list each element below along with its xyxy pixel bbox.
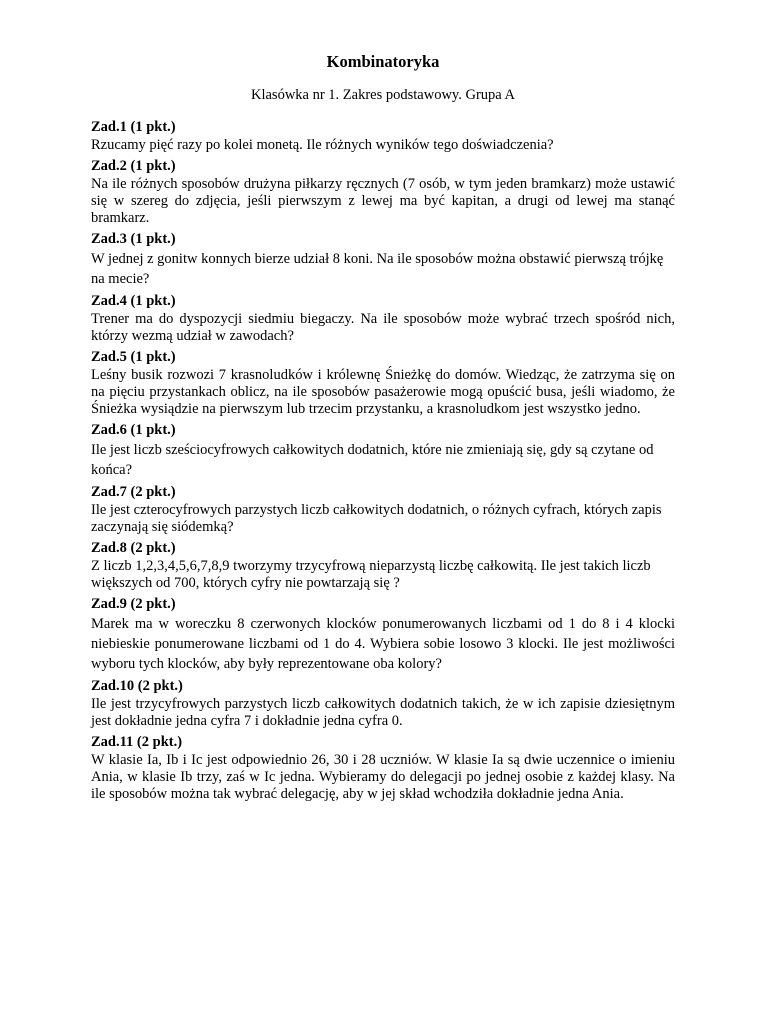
task-text: Marek ma w woreczku 8 czerwonych klocków ponumerowanych liczbami od 1 do 8 i 4 klocki niebieskie ponumerowane liczbami od 1 do 4. Wybiera sobie losowo 3 klocki. Ile jest możliwości wyboru tych klocków, aby były reprezentowane oba kolory? bbox=[91, 616, 675, 672]
document-title: Kombinatoryka bbox=[326, 52, 440, 71]
task-text: Ile jest czterocyfrowych parzystych liczb całkowitych dodatnich, o różnych cyfrach, których zapis zaczynają się siódemką? bbox=[91, 502, 662, 535]
task-text: Leśny busik rozwozi 7 krasnoludków i królewnę Śnieżkę do domów. Wiedząc, że zatrzyma się on na pięciu przystankach oblicz, na ile sposobów pasażerowie mogą opuścić busa, jeśli wiadomo, że Śnieżka wysiądzie na pierwszym lub trzecim przystanku, a krasnoludkom jest wszystko jedno. bbox=[91, 367, 675, 417]
task-7 bbox=[91, 483, 675, 536]
task-11 bbox=[91, 733, 675, 803]
task-text: W klasie Ia, Ib i Ic jest odpowiednio 26, 30 i 28 uczniów. W klasie Ia są dwie uczennice o imieniu Ania, w klasie Ib trzy, zaś w Ic jedna. Wybieramy do delegacji po jednej osobie z każdej klasy. Na ile sposobów można tak wybrać delegację, aby w jej skład wchodziła dokładnie jedna Ania. bbox=[91, 752, 675, 802]
document-page bbox=[91, 52, 675, 806]
task-heading: Zad.7 (2 pkt.) bbox=[91, 484, 176, 500]
task-heading: Zad.3 (1 pkt.) bbox=[91, 231, 176, 247]
task-heading: Zad.9 (2 pkt.) bbox=[91, 596, 176, 612]
task-heading: Zad.6 (1 pkt.) bbox=[91, 422, 176, 438]
task-8 bbox=[91, 539, 675, 592]
task-text: Z liczb 1,2,3,4,5,6,7,8,9 tworzymy trzycyfrową nieparzystą liczbę całkowitą. Ile jest takich liczb większych od 700, których cyfry nie powtarzają się ? bbox=[91, 558, 651, 591]
task-2 bbox=[91, 157, 675, 227]
task-4 bbox=[91, 292, 675, 345]
task-heading: Zad.1 (1 pkt.) bbox=[91, 119, 176, 135]
task-3 bbox=[91, 230, 675, 289]
task-text: Rzucamy pięć razy po kolei monetą. Ile różnych wyników tego doświadczenia? bbox=[91, 137, 554, 153]
task-5 bbox=[91, 348, 675, 418]
task-9 bbox=[91, 595, 675, 674]
task-text: W jednej z gonitw konnych bierze udział 8 koni. Na ile sposobów można obstawić pierwszą trójkę na mecie? bbox=[91, 251, 664, 287]
task-text: Ile jest liczb sześciocyfrowych całkowitych dodatnich, które nie zmieniają się, gdy są czytane od końca? bbox=[91, 442, 654, 478]
task-heading: Zad.11 (2 pkt.) bbox=[91, 734, 183, 750]
task-text: Trener ma do dyspozycji siedmiu biegaczy. Na ile sposobów może wybrać trzech spośród nich, którzy wezmą udział w zawodach? bbox=[91, 311, 675, 344]
task-heading: Zad.4 (1 pkt.) bbox=[91, 293, 176, 309]
task-heading: Zad.2 (1 pkt.) bbox=[91, 158, 176, 174]
document-subtitle: Klasówka nr 1. Zakres podstawowy. Grupa A bbox=[250, 87, 516, 103]
task-text: Ile jest trzycyfrowych parzystych liczb całkowitych dodatnich takich, że w ich zapisie dziesiętnym jest dokładnie jedna cyfra 7 i dokładnie jedna cyfra 0. bbox=[91, 696, 675, 729]
task-heading: Zad.5 (1 pkt.) bbox=[91, 349, 176, 365]
task-heading: Zad.8 (2 pkt.) bbox=[91, 540, 176, 556]
task-10 bbox=[91, 677, 675, 730]
task-6 bbox=[91, 421, 675, 480]
task-1 bbox=[91, 118, 675, 154]
task-heading: Zad.10 (2 pkt.) bbox=[91, 678, 183, 694]
task-text: Na ile różnych sposobów drużyna piłkarzy ręcznych (7 osób, w tym jeden bramkarz) może ustawić się w szereg do zdjęcia, jeśli pierwszym z lewej ma być kapitan, a drugi od lewej ma stanąć bramkarz. bbox=[91, 176, 675, 226]
